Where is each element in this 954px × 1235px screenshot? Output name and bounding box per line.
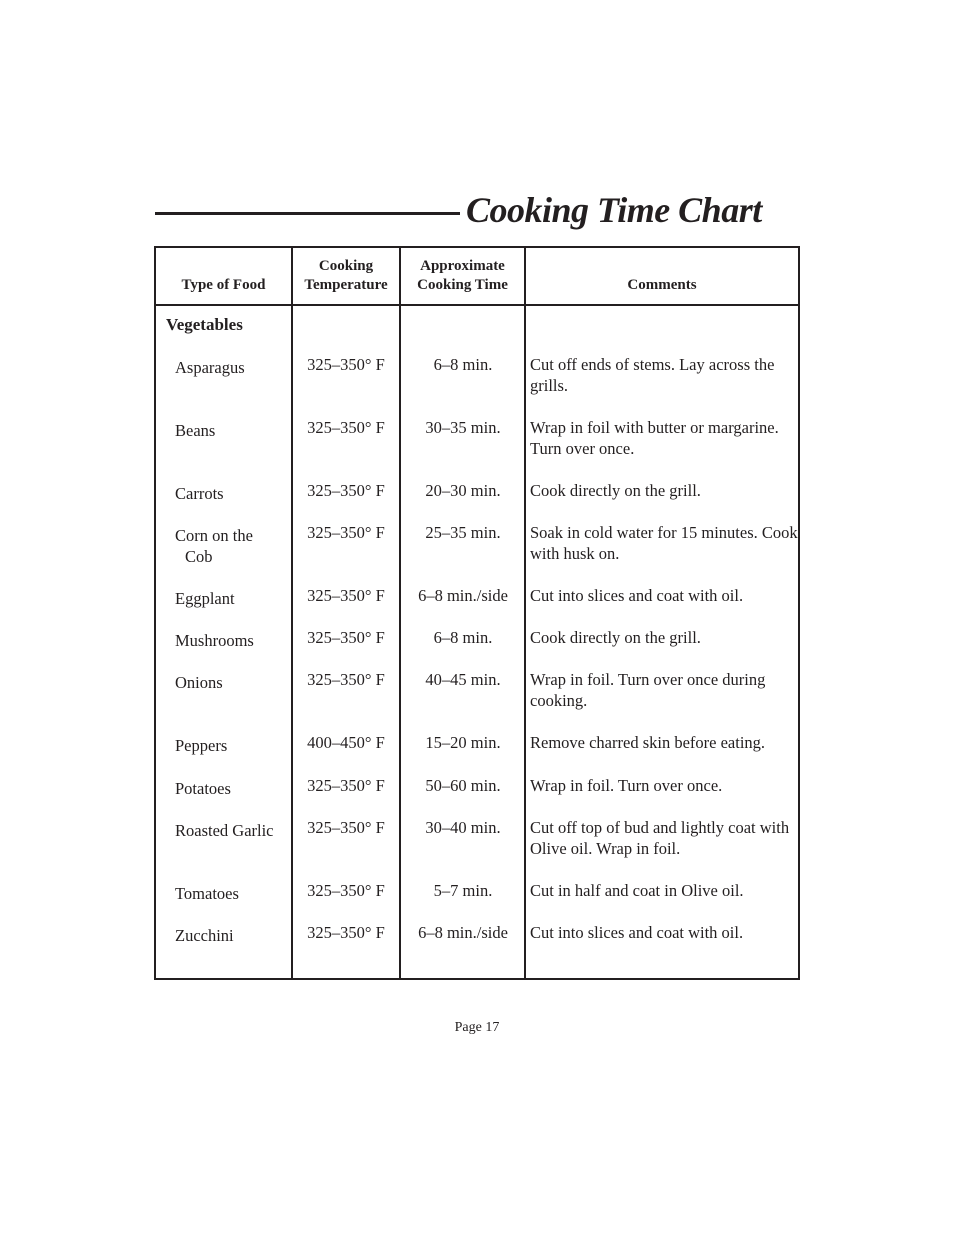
temperature-cell: 325–350° F bbox=[307, 586, 385, 605]
section-label: Vegetables bbox=[166, 315, 243, 334]
food-name: Asparagus bbox=[175, 358, 245, 377]
cooking-time-cell: 50–60 min. bbox=[425, 776, 501, 795]
food-name: Eggplant bbox=[175, 589, 235, 608]
food-cell bbox=[175, 925, 295, 946]
header-cooking-time: Approximate Cooking Time bbox=[417, 258, 508, 293]
food-name: Peppers bbox=[175, 736, 228, 755]
food-cell bbox=[175, 420, 295, 441]
food-cell bbox=[175, 357, 295, 378]
comment-cell: Cut off top of bud and lightly coat with Olive oil. Wrap in foil. bbox=[530, 818, 790, 858]
food-name: Zucchini bbox=[175, 926, 234, 945]
temperature-cell: 325–350° F bbox=[307, 818, 385, 837]
food-cell bbox=[175, 630, 295, 651]
food-name: Carrots bbox=[175, 484, 224, 503]
cooking-time-cell: 6–8 min./side bbox=[418, 923, 508, 942]
header-type-of-food: Type of Food bbox=[181, 277, 266, 293]
temperature-cell: 400–450° F bbox=[307, 733, 385, 752]
temperature-cell: 325–350° F bbox=[307, 881, 385, 900]
title-rule bbox=[155, 212, 460, 215]
food-cell bbox=[175, 588, 295, 609]
cooking-time-cell: 5–7 min. bbox=[433, 881, 493, 900]
food-name: Mushrooms bbox=[175, 631, 254, 650]
comment-cell: Soak in cold water for 15 minutes. Cook with husk on. bbox=[530, 523, 798, 563]
temperature-cell: 325–350° F bbox=[307, 418, 385, 437]
comment-cell: Wrap in foil. Turn over once. bbox=[530, 776, 723, 795]
cooking-time-table bbox=[154, 246, 800, 980]
comment-cell: Wrap in foil with butter or margarine. Turn over once. bbox=[530, 418, 779, 458]
cooking-time-cell: 6–8 min./side bbox=[418, 586, 508, 605]
cooking-time-cell: 40–45 min. bbox=[425, 670, 501, 689]
cooking-time-cell: 6–8 min. bbox=[433, 628, 493, 647]
food-cell bbox=[175, 735, 295, 756]
cooking-time-cell: 20–30 min. bbox=[425, 481, 501, 500]
food-cell bbox=[175, 883, 295, 904]
food-name: Corn on the bbox=[175, 526, 253, 545]
food-name: Onions bbox=[175, 673, 223, 692]
comment-cell: Cut off ends of stems. Lay across the grills. bbox=[530, 355, 775, 395]
comment-cell: Remove charred skin before eating. bbox=[530, 733, 766, 752]
temperature-cell: 325–350° F bbox=[307, 628, 385, 647]
food-cell bbox=[175, 483, 295, 504]
food-cell bbox=[175, 525, 295, 567]
comment-cell: Cook directly on the grill. bbox=[530, 481, 701, 500]
cooking-time-cell: 15–20 min. bbox=[425, 733, 501, 752]
comment-cell: Cut into slices and coat with oil. bbox=[530, 923, 744, 942]
food-name-continued: Cob bbox=[185, 547, 213, 566]
food-name: Beans bbox=[175, 421, 216, 440]
cooking-time-cell: 6–8 min. bbox=[433, 355, 493, 374]
comment-cell: Cook directly on the grill. bbox=[530, 628, 701, 647]
temperature-cell: 325–350° F bbox=[307, 923, 385, 942]
page-number: Page 17 bbox=[454, 1020, 500, 1035]
food-name: Potatoes bbox=[175, 779, 231, 798]
cooking-time-cell: 30–35 min. bbox=[425, 418, 501, 437]
comment-cell: Cut in half and coat in Olive oil. bbox=[530, 881, 744, 900]
temperature-cell: 325–350° F bbox=[307, 670, 385, 689]
header-divider bbox=[156, 304, 798, 306]
header-cooking-temperature: Cooking Temperature bbox=[304, 258, 388, 293]
temperature-cell: 325–350° F bbox=[307, 355, 385, 374]
temperature-cell: 325–350° F bbox=[307, 776, 385, 795]
cooking-time-cell: 25–35 min. bbox=[425, 523, 501, 542]
comment-cell: Cut into slices and coat with oil. bbox=[530, 586, 744, 605]
food-name: Tomatoes bbox=[175, 884, 239, 903]
food-cell bbox=[175, 820, 295, 841]
temperature-cell: 325–350° F bbox=[307, 481, 385, 500]
cooking-time-cell: 30–40 min. bbox=[425, 818, 501, 837]
page-title: Cooking Time Chart bbox=[466, 190, 762, 230]
header-comments: Comments bbox=[627, 277, 697, 293]
food-name: Roasted Garlic bbox=[175, 821, 274, 840]
temperature-cell: 325–350° F bbox=[307, 523, 385, 542]
comment-cell: Wrap in foil. Turn over once during cooking. bbox=[530, 670, 766, 710]
food-cell bbox=[175, 672, 295, 693]
food-cell bbox=[175, 778, 295, 799]
